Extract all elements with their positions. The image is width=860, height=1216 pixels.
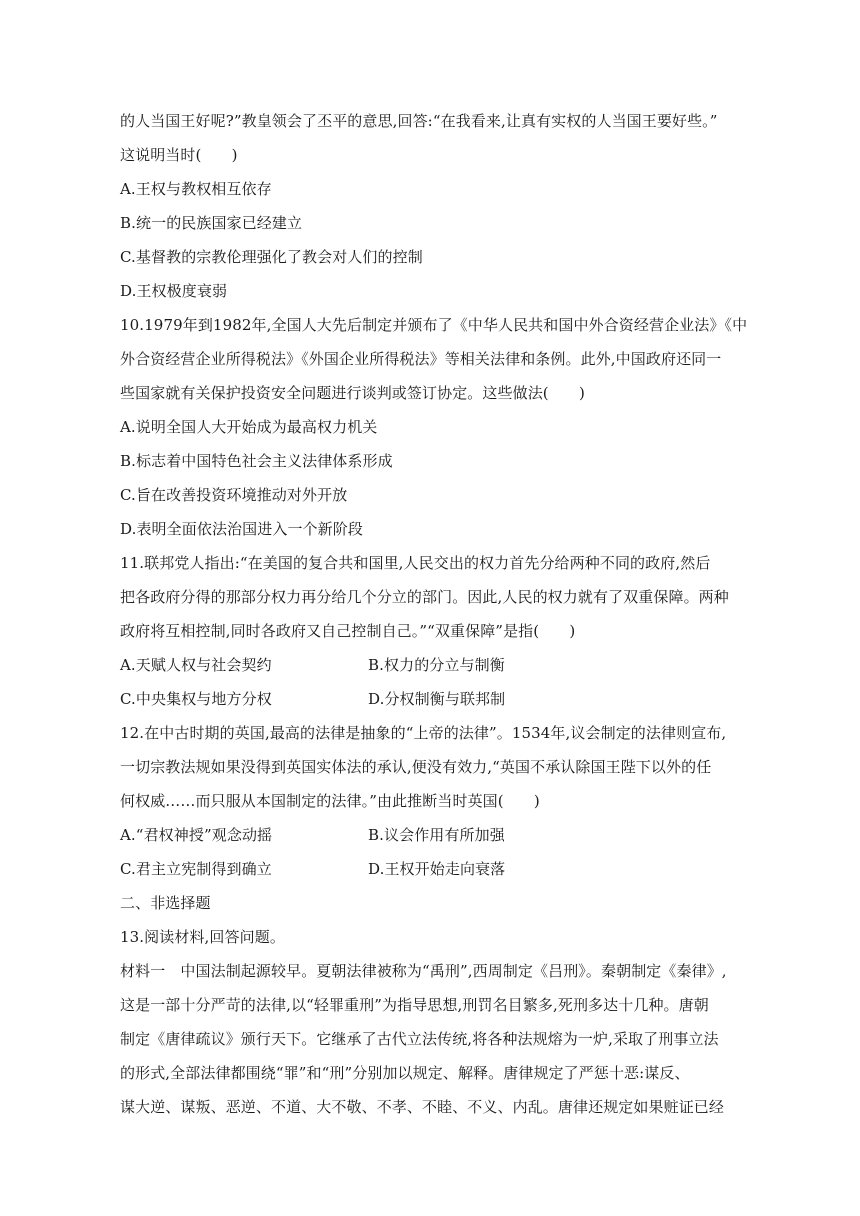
q12-option-b: B.议会作用有所加强 [368, 826, 505, 844]
q13-material1-line-1: 材料一 中国法制起源较早。夏朝法律被称为“禹刑”,西周制定《吕刑》。秦朝制定《秦律》, [120, 962, 727, 980]
q12-options-row-2 [120, 859, 750, 879]
q13-material1-line-4: 的形式,全部法律都围绕“罪”和“刑”分别加以规定、解释。唐律规定了严惩十恶:谋反、 [120, 1064, 690, 1082]
q12-option-a: A.“君权神授”观念动摇 [120, 826, 273, 844]
q11-option-d: D.分权制衡与联邦制 [368, 690, 506, 708]
q12-stem-line-1: 12.在中古时期的英国,最高的法律是抽象的“上帝的法律”。1534年,议会制定的法律则宣布, [120, 724, 727, 742]
q10-stem-line-3: 些国家就有关保护投资安全问题进行谈判或签订协定。这些做法( ) [120, 384, 585, 402]
q10-stem-line-2: 外合资经营企业所得税法》《外国企业所得税法》等相关法律和条例。此外,中国政府还同一 [120, 350, 722, 368]
q11-option-a: A.天赋人权与社会契约 [120, 656, 272, 674]
q9-option-a: A.王权与教权相互依存 [120, 180, 272, 198]
section-heading-non-choice: 二、非选择题 [120, 894, 211, 912]
q13-stem: 13.阅读材料,回答问题。 [120, 928, 285, 946]
q13-material1-line-2: 这是一部十分严苛的法律,以“轻罪重刑”为指导思想,刑罚名目繁多,死刑多达十几种。唐朝 [120, 996, 709, 1014]
q10-stem-line-1: 10.1979年到1982年,全国人大先后制定并颁布了《中华人民共和国中外合资经营企业法》《中 [120, 316, 748, 334]
q12-options-row-1 [120, 825, 750, 845]
q12-stem-line-2: 一切宗教法规如果没得到英国实体法的承认,便没有效力,“英国不承认除国王陛下以外的任 [120, 758, 712, 776]
q11-option-b: B.权力的分立与制衡 [368, 656, 505, 674]
q9-option-b: B.统一的民族国家已经建立 [120, 214, 303, 232]
q9-option-c: C.基督教的宗教伦理强化了教会对人们的控制 [120, 248, 423, 266]
q11-options-row-2 [120, 689, 750, 709]
q13-material1-line-5: 谋大逆、谋叛、恶逆、不道、大不敬、不孝、不睦、不义、内乱。唐律还规定如果赃证已经 [120, 1098, 725, 1116]
q10-option-b: B.标志着中国特色社会主义法律体系形成 [120, 452, 393, 470]
q10-option-d: D.表明全面依法治国进入一个新阶段 [120, 520, 363, 538]
q12-option-d: D.王权开始走向衰落 [368, 860, 506, 878]
q11-stem-line-3: 政府将互相控制,同时各政府又自己控制自己。”“双重保障”是指( ) [120, 622, 576, 640]
q9-continuation-line-2: 这说明当时( ) [120, 146, 238, 164]
q11-stem-line-2: 把各政府分得的那部分权力再分给几个分立的部门。因此,人民的权力就有了双重保障。两种 [120, 588, 729, 606]
q13-material1-line-3: 制定《唐律疏议》颁行天下。它继承了古代立法传统,将各种法规熔为一炉,采取了刑事立法 [120, 1030, 719, 1048]
q12-option-c: C.君主立宪制得到确立 [120, 860, 272, 878]
q11-stem-line-1: 11.联邦党人指出:“在美国的复合共和国里,人民交出的权力首先分给两种不同的政府,然后 [120, 554, 711, 572]
q10-option-a: A.说明全国人大开始成为最高权力机关 [120, 418, 378, 436]
q10-option-c: C.旨在改善投资环境推动对外开放 [120, 486, 348, 504]
q11-option-c: C.中央集权与地方分权 [120, 690, 272, 708]
q9-option-d: D.王权极度衰弱 [120, 282, 228, 300]
q11-options-row-1 [120, 655, 750, 675]
q12-stem-line-3: 何权威……而只服从本国制定的法律。”由此推断当时英国( ) [120, 792, 540, 810]
q9-continuation-line-1: 的人当国王好呢?”教皇领会了丕平的意思,回答:“在我看来,让真有实权的人当国王要好些。” [120, 112, 718, 130]
